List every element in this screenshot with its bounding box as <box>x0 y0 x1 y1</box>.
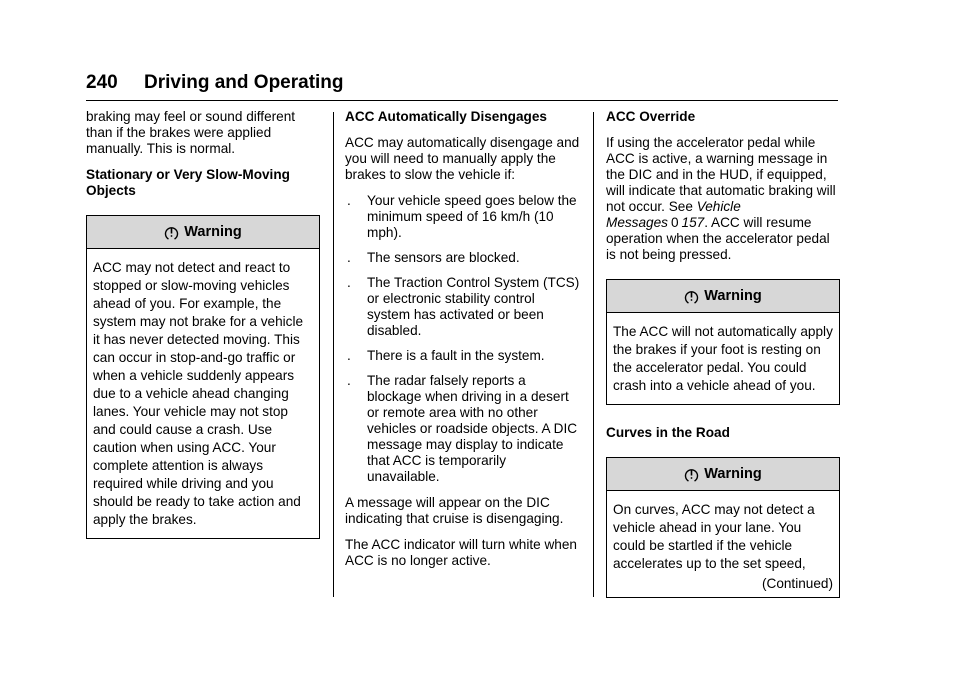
column-2 <box>345 109 581 579</box>
override-paragraph: If using the accelerator pedal while ACC is active, a warning message in the DIC and in the HUD, if equipped, will indicate that automatic braking will not occur. See Vehicle Messages 0 157. ACC will resume operation when the accelerator pedal is not being pressed. <box>606 135 836 262</box>
bullet-mark: . <box>347 250 351 265</box>
warning-icon <box>684 466 699 482</box>
warning-text: The ACC will not automatically apply the brakes if your foot is resting on the accelerator pedal. You could crash into a vehicle ahead of you. <box>613 324 833 393</box>
warning-title: Warning <box>184 224 242 240</box>
paragraph: A message will appear on the DIC indicating that cruise is disengaging. <box>345 495 564 526</box>
bullet-mark: . <box>347 193 351 208</box>
section-heading: Stationary or Very Slow-Moving Objects <box>86 167 290 198</box>
warning-header <box>607 280 839 313</box>
warning-content <box>607 491 839 597</box>
list-item: . There is a fault in the system. <box>347 348 545 363</box>
list-item: . The radar falsely reports a blockage when driving in a desert or remote area with no other vehicles or roadside objects. A DIC message may display to indicate that ACC is temporarily unavailable. <box>347 373 578 484</box>
page-header <box>86 70 838 101</box>
bullet-mark: . <box>347 348 351 363</box>
section-heading: ACC Override <box>606 109 696 124</box>
section-title: Driving and Operating <box>144 72 344 93</box>
warning-box <box>606 279 840 405</box>
page-ref-icon: 0 <box>670 215 679 230</box>
cross-reference-link[interactable]: Vehicle Messages <box>606 199 741 230</box>
section-heading: Curves in the Road <box>606 425 730 440</box>
warning-icon <box>684 288 699 304</box>
list-item: . The sensors are blocked. <box>347 250 520 265</box>
intro-paragraph: braking may feel or sound different than if the brakes were applied manually. This is normal. <box>86 109 296 156</box>
column-3 <box>606 109 840 612</box>
paragraph: The ACC indicator will turn white when ACC is no longer active. <box>345 537 577 568</box>
warning-box <box>86 215 320 539</box>
warning-title: Warning <box>704 288 762 304</box>
column-divider <box>333 112 334 597</box>
section-heading: ACC Automatically Disengages <box>345 109 547 124</box>
page-number: 240 <box>86 72 118 93</box>
warning-icon <box>164 224 179 240</box>
intro-paragraph: ACC may automatically disengage and you will need to manually apply the brakes to slow the vehicle if: <box>345 135 580 182</box>
warning-header <box>87 216 319 249</box>
column-1 <box>86 109 320 553</box>
bullet-mark: . <box>347 275 351 290</box>
warning-box <box>606 457 840 598</box>
warning-title: Warning <box>704 466 762 482</box>
warning-text: ACC may not detect and react to stopped or slow-moving vehicles ahead of you. For example, the system may not brake for a vehicle it has never detected moving. This can occur in stop-and-go traffic or when a vehicle suddenly appears due to a vehicle ahead changing lanes. Your vehicle may not stop and could cause a crash. Use caution when using ACC. Your complete attention is always required while driving and you should be ready to take action and apply the brakes. <box>93 260 304 527</box>
list-item: . Your vehicle speed goes below the minimum speed of 16 km/h (10 mph). <box>347 193 577 240</box>
condition-list <box>345 193 581 485</box>
column-divider <box>593 112 594 597</box>
list-item: . The Traction Control System (TCS) or electronic stability control system has activated or been disabled. <box>347 275 580 338</box>
warning-text: On curves, ACC may not detect a vehicle ahead in your lane. You could be startled if the vehicle accelerates up to the set speed, <box>613 502 815 571</box>
warning-header <box>607 458 839 491</box>
bullet-mark: . <box>347 373 351 388</box>
continued-label: (Continued) <box>761 576 833 591</box>
page-reference[interactable]: 157 <box>681 215 705 230</box>
